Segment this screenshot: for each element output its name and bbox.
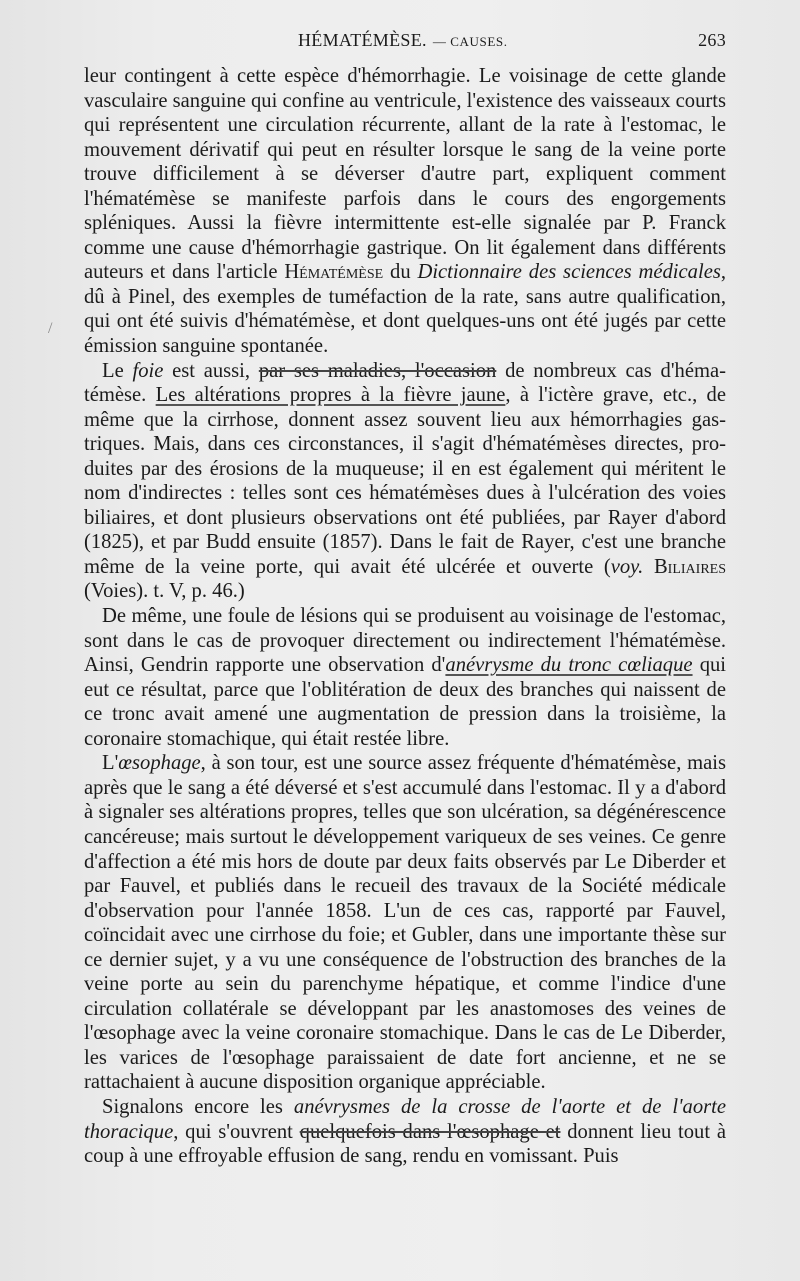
p2-underlined-phrase: Les altérations propres à la fièvre jaune: [155, 384, 506, 407]
paragraph-1: [84, 64, 726, 359]
p4-text: L': [102, 752, 119, 775]
p5-text: Signalons encore les: [102, 1095, 294, 1118]
running-header: [84, 30, 726, 58]
p1-text-3: , dû à Pinel, des exemples de tuméfaction de la rate, sans autre qualification, qui ont été suivis d'hématémèse, et dont quelques-uns ont été jugés par cette émission sanguine spontanée.: [84, 261, 726, 358]
body-text: [84, 64, 726, 1169]
page-number: 263: [698, 30, 726, 50]
paragraph-3: [84, 604, 726, 751]
p2-struck-phrase: par ses maladies, l'occasion: [258, 359, 497, 382]
p2-text-4: , à l'ictère grave, etc., de même que la cirrhose, donnent assez souvent lieu aux hémorrhagies gastriques. Mais, dans ces circonstances, il s'agit d'hématémèses directes, produites par des érosions de la muqueuse; il en est également qui méritent le nom d'indirectes : telles sont ces hématémèses dues à l'ulcération des voies biliaires, et dont plusieurs observations ont été publiées, par Rayer d'abord (1825), et par Budd ensuite (1857). Dans le fait de Rayer, c'est une branche même de la veine porte, qui avait été ulcérée et ouverte (: [84, 384, 726, 578]
p4-oesophage: œsophage: [118, 752, 201, 775]
p2-voy: voy.: [610, 555, 644, 578]
p2-text-2: est aussi,: [163, 359, 259, 382]
header-title: HÉMATÉMÈSE.: [298, 30, 427, 50]
header-subtitle: — CAUSES.: [432, 34, 508, 49]
p2-text-3: de nombreux cas d'hématémèse.: [84, 359, 726, 407]
p3-anevrysme-tronc: anévrysme du tronc cœliaque: [445, 654, 693, 677]
p1-article-ref: Hématémèse: [284, 261, 384, 284]
p2-text: Le: [102, 359, 133, 382]
paragraph-4: [84, 751, 726, 1095]
paragraph-5: [84, 1095, 726, 1169]
running-title: [298, 30, 508, 51]
p2-biliaires-ref: Biliaires: [653, 555, 726, 578]
p5-text-2: , qui s'ouvrent: [173, 1120, 300, 1143]
p1-dictionary-title: Dictionnaire des sciences médicales: [417, 261, 721, 284]
p2-text-5: (Voies). t. V, p. 46.): [84, 580, 245, 603]
p1-text-2: du: [383, 261, 418, 284]
p5-struck-phrase: quelquefois dans l'œsophage et: [299, 1120, 561, 1143]
p4-text-2: , à son tour, est une source assez fréquente d'hématémèse, mais après que le sang a été déversé et s'est accumulé dans l'estomac. Il y a d'abord à signaler ses altérations propres, telles que son ulcération, sa dégénérescence cancéreuse; mais surtout le développement variqueux de ses veines. Ce genre d'affection a été mis hors de doute par deux faits observés par Le Diberder et par Fauvel, et publiés dans le recueil des travaux de la Société médicale d'observation pour l'année 1858. L'un de ces cas, rapporté par Fauvel, coïncidait avec une cirrhose du foie; et Gubler, dans une importante thèse sur ce dernier sujet, y a vu une conséquence de l'obstruction des branches de la veine porte au sein du parenchyme hépatique, et comme l'indice d'une circulation collatérale se développant par les anastomoses des veines de l'œsophage avec la veine coronaire stomachique. Dans le cas de Le Diberder, les varices de l'œsophage paraissaient de date fort ancienne, et ne se rattachaient à aucune disposition organique appréciable.: [84, 752, 726, 1094]
paragraph-2: [84, 359, 726, 604]
p1-text: leur contingent à cette espèce d'hémorrhagie. Le voisinage de cette glande vasculaire sanguine qui confine au ventricule, l'existence des vaisseaux courts qui représentent une circulation récurrente, allant de la rate à l'estomac, le mouvement dérivatif qui peut en résulter lorsque le sang de la veine porte trouve difficilement à se déverser d'autre part, expliquent comment l'hématémèse se manifeste parfois dans le cours des engorgements spléniques. Aussi la fièvre intermittente est-elle signalée par P. Franck comme une cause d'hémorrhagie gastrique. On lit également dans différents auteurs et dans l'article: [84, 65, 726, 284]
p5-text-3: donnent lieu tout à coup à une effroyable effusion de sang, rendu en vomissant. Puis: [84, 1120, 726, 1168]
p3-text-2: qui eut ce résultat, parce que l'oblitération de deux des branches qui naissent de ce tronc avait amené une augmentation de pression dans la troisième, la coronaire stomachique, qui était restée libre.: [84, 654, 727, 750]
p3-text: De même, une foule de lésions qui se produisent au voisinage de l'estomac, sont dans le cas de provoquer directement ou indirectement l'hématémèse. Ainsi, Gendrin rapporte une observation d': [84, 605, 726, 677]
margin-pencil-mark: /: [48, 320, 53, 337]
p2-foie: foie: [132, 359, 164, 382]
p2-space: [643, 556, 654, 578]
p5-anevrysmes-aorte: anévrysmes de la crosse de l'aorte et de l'aorte thoracique: [84, 1095, 726, 1143]
